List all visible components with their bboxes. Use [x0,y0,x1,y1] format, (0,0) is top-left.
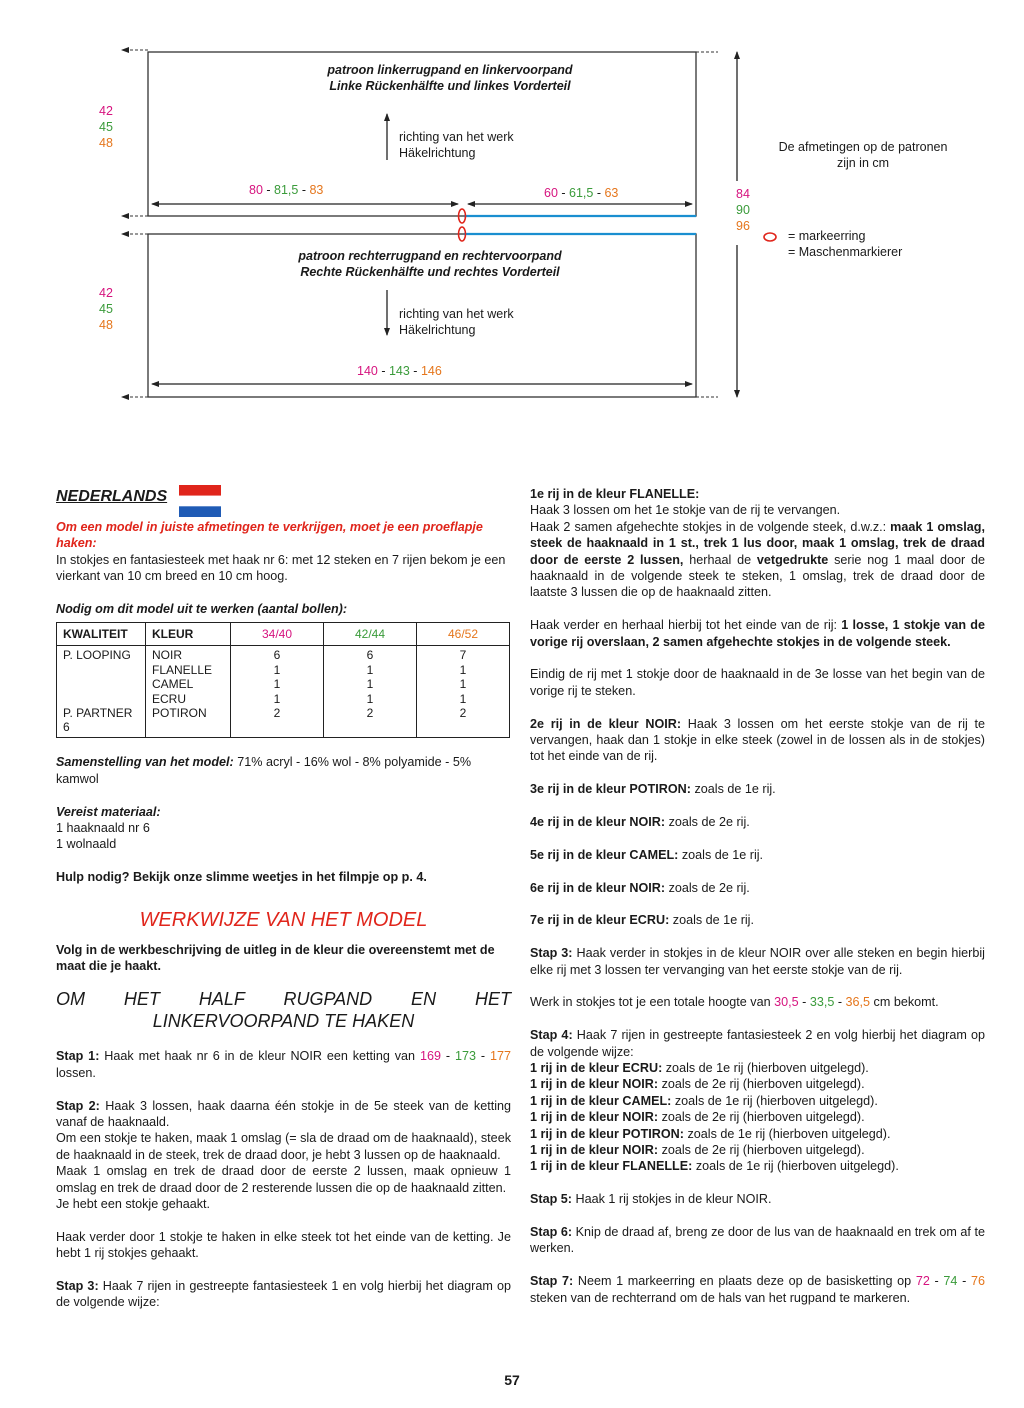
table-header: 42/44 [324,623,417,646]
table-header: 46/52 [417,623,510,646]
step-2-text: Je hebt een stokje gehaakt. [56,1196,211,1211]
step-text: Haak 7 rijen in gestreepte fantasiesteek 1 en volg hierbij het diagram op de volgende wijze: [56,1278,511,1310]
line-text: zoals de 2e rij (hierboven uitgelegd). [658,1077,865,1092]
size-value: 80 [249,183,263,197]
qty-value: 1 [459,662,467,677]
line-text: zoals de 1e rij (hierboven uitgelegd). [662,1061,869,1076]
text-span: Werk in stokjes tot je een totale hoogte van [530,995,775,1010]
size-value: 140 [357,364,378,378]
method-text: Volg in de werkbeschrijving de uitleg in de kleur die overeenstemt met de maat die je haakt. [56,942,495,973]
marker-legend-de: = Maschenmarkierer [788,245,903,259]
separator: - [834,995,846,1010]
quality-cell [57,646,146,738]
size-value: 48 [99,136,113,150]
color-name: POTIRON [152,706,207,721]
help-text: Hulp nodig? Bekijk onze slimme weetjes in het filmpje op p. 4. [56,870,427,885]
size-value: 45 [99,120,113,134]
step-7 [530,1273,985,1306]
step-5 [530,1191,985,1207]
text-span: 1 losse, 1 stokje van de vorige rij overslaan, 2 samen afgehechte stokjes in de volgende steek. [530,618,985,649]
step-label: Stap 4: [530,1028,573,1043]
line-text: zoals de 1e rij (hierboven uitgelegd). [692,1159,899,1174]
step-2-text: Om een stokje te haken, maak 1 omslag (= sla de draad om de haaknaald), steek de haaknaald in de steek, trek de draad door, je hebt 3 lussen op de haaknaald. [56,1131,511,1162]
size-value: 96 [736,219,750,233]
row-label: 7e rij in de kleur ECRU: [530,913,670,928]
qty-value: 1 [273,691,281,706]
row-4 [530,814,985,830]
step-1 [56,1048,511,1081]
width-right-label [544,185,618,201]
separator: - [798,995,810,1010]
step-3-height [530,994,985,1010]
bottom-direction [399,306,514,338]
separator: - [440,1049,455,1064]
dutch-flag-icon [179,485,221,517]
step-4-line [530,1076,985,1092]
note-line: zijn in cm [836,156,890,170]
size-value: 173 [454,1049,476,1064]
line-text: zoals de 1e rij (hierboven uitgelegd). [683,1126,891,1141]
step-text: Haak 1 rij stokjes in de kleur NOIR. [572,1192,772,1207]
size-value: 169 [419,1049,441,1064]
language-heading: NEDERLANDS [56,487,168,505]
step-4 [530,1027,985,1060]
qty-value: 7 [459,648,467,663]
right-column [530,486,985,1306]
step-text: Neem 1 markeerring en plaats deze op de basisketting op [573,1274,916,1289]
left-column [56,484,511,1311]
separator: - [262,183,275,197]
row-text: zoals de 2e rij. [665,880,750,895]
size-value: 48 [99,318,113,332]
size-value: 42 [99,104,113,118]
separator: - [957,1274,971,1289]
direction-de: Häkelrichtung [399,323,476,337]
row-label: 3e rij in de kleur POTIRON: [530,782,691,797]
step-label: Stap 7: [530,1274,574,1289]
qty-value: 1 [366,691,374,706]
size-value: 74 [943,1274,958,1289]
step-4-line [530,1142,985,1158]
direction-nl: richting van het werk [399,130,514,144]
size-value: 90 [736,203,750,217]
size-value: 83 [309,183,324,197]
line-label: 1 rij in de kleur NOIR: [530,1143,659,1158]
row-label: 4e rij in de kleur NOIR: [530,815,666,830]
gauge-title: Om een model in juiste afmetingen te verkrijgen, moet je een proeflapje haken: [56,520,483,551]
bottom-height-sizes [99,285,113,333]
text-span: serie nog 1 maal door de haaknaald in de volgende steek te steken, 1 omslag, trek de draad door de laatste 3 lussen die op de haaknaald zitten. [530,552,985,600]
qty-cell [324,646,417,738]
size-value: 72 [915,1274,930,1289]
legend-marker-ring-icon [764,233,776,241]
row-text: zoals de 2e rij. [665,815,750,830]
row-7 [530,912,985,928]
size-value: 143 [388,364,410,378]
size-value: 45 [99,302,113,316]
row-5 [530,847,985,863]
qty-cell [231,646,324,738]
size-value: 33,5 [809,995,835,1010]
qty-value: 1 [459,691,467,706]
line-label: 1 rij in de kleur CAMEL: [530,1093,672,1108]
row-text: Haak 3 lossen om het eerste stokje van de rij te vervangen, haak dan 1 stokje in elke steek (zowel in de lossen als in de stokjes) tot het einde van de rij. [530,716,985,764]
bottom-title-nl: patroon rechterrugpand en rechtervoorpand [298,249,562,263]
step-label: Stap 3: [530,946,573,961]
top-height-sizes [99,103,113,151]
qty-value: 1 [366,677,374,692]
step-text: Haak verder in stokjes in de kleur NOIR over alle steken en begin hierbij elke rij met 3 lossen ter vervanging van het eerste stokje van de rij. [530,946,985,977]
line-text: zoals de 2e rij (hierboven uitgelegd). [658,1110,865,1125]
row-text: zoals de 1e rij. [669,913,754,928]
size-value: 61,5 [569,186,594,200]
step-4-line [530,1109,985,1125]
row-3 [530,781,985,797]
row-label: 6e rij in de kleur NOIR: [530,880,666,895]
step-text: lossen. [56,1065,96,1080]
line-label: 1 rij in de kleur NOIR: [530,1077,659,1092]
separator: - [409,364,421,378]
row-1-end: Eindig de rij met 1 stokje door de haaknaald in de 3e losse van het begin van de vorige rij te steken. [530,667,985,698]
step-4-line [530,1126,985,1142]
line-text: zoals de 1e rij (hierboven uitgelegd). [671,1093,878,1108]
section-title: OM HET HALF RUGPAND EN HET LINKERVOORPAND TE HAKEN [56,989,511,1032]
qty-value: 2 [273,706,281,721]
quality-name: P. PARTNER 6 [63,705,133,735]
row-6 [530,880,985,896]
top-direction [399,129,514,161]
step-2-text: Haak verder door 1 stokje te haken in elke steek tot het einde van de ketting. Je hebt 1 rij stokjes gehaakt. [56,1229,511,1261]
direction-nl: richting van het werk [399,307,514,321]
step-2 [56,1098,511,1131]
line-label: 1 rij in de kleur ECRU: [530,1061,663,1076]
composition-label: Samenstelling van het model: [56,755,234,770]
separator: - [475,1049,490,1064]
qty-value: 2 [366,706,374,721]
text-span: herhaal de [683,552,757,567]
materials-needed-title: Nodig om dit model uit te werken (aantal bollen): [56,602,348,617]
table-row [57,646,510,738]
top-title-nl: patroon linkerrugpand en linkervoorpand [327,63,573,77]
width-bottom-label [357,363,442,379]
line-label: 1 rij in de kleur FLANELLE: [530,1159,693,1174]
step-3-right [530,945,985,978]
text-span: Haak verder en herhaal hierbij tot het einde van de rij: [530,618,842,633]
material-item: 1 wolnaald [56,837,117,852]
step-2-text: Maak 1 omslag en trek de draad door de eerste 2 lussen, maak opnieuw 1 omslag en trek de draad door de 2 resterende lussen die op de haaknaald zitten. [56,1164,511,1195]
line-label: 1 rij in de kleur POTIRON: [530,1126,684,1141]
bottom-title-de: Rechte Rückenhälfte und rechtes Vorderteil [300,265,560,279]
dimension-note [763,139,963,171]
step-text: Haak 7 rijen in gestreepte fantasiesteek 2 en volg hierbij het diagram op de volgende wijze: [530,1028,985,1059]
size-value: 36,5 [845,995,871,1010]
separator: - [929,1274,944,1289]
composition-text: 71% acryl - 16% wol - 8% polyamide - 5% kamwol [56,755,472,786]
step-3 [56,1278,511,1311]
size-value: 60 [544,186,558,200]
size-value: 177 [489,1049,511,1064]
size-value: 42 [99,286,113,300]
separator: - [298,183,310,197]
separator: - [557,186,570,200]
qty-value: 1 [273,677,281,692]
size-value: 76 [970,1274,985,1289]
table-header: KWALITEIT [57,623,146,646]
page-number: 57 [504,1372,520,1388]
note-line: De afmetingen op de patronen [778,140,948,154]
step-label: Stap 6: [530,1225,573,1240]
step-4-line [530,1093,985,1109]
size-value: 84 [736,187,750,201]
total-height-sizes [736,186,750,234]
row-1-repeat [530,617,985,650]
row-1-text: Haak 3 lossen om het 1e stokje van de rij te vervangen. [530,503,841,518]
row-1-title: 1e rij in de kleur FLANELLE: [530,487,700,501]
step-text: Knip de draad af, breng ze door de lus van de haaknaald en trek om af te werken. [530,1225,985,1256]
text-span: Haak 2 samen afgehechte stokjes in de volgende steek, d.w.z.: [530,519,891,534]
line-text: zoals de 2e rij (hierboven uitgelegd). [658,1143,865,1158]
size-value: 63 [604,186,619,200]
qty-cell [417,646,510,738]
qty-value: 1 [459,677,467,692]
qty-value: 1 [366,662,374,677]
line-label: 1 rij in de kleur NOIR: [530,1110,659,1125]
step-text: steken van de rechterrand om de hals van het rugpand te markeren. [530,1290,911,1305]
table-header: 34/40 [231,623,324,646]
row-text: zoals de 1e rij. [678,847,764,862]
table-header-row [57,623,510,646]
qty-value: 2 [459,706,467,721]
size-value: 30,5 [774,995,799,1010]
quality-name: P. LOOPING [63,648,131,663]
separator: - [593,186,605,200]
top-title-de: Linke Rückenhälfte und linkes Vorderteil [329,79,571,93]
step-label: Stap 3: [56,1278,99,1293]
material-item: 1 haaknaald nr 6 [56,820,150,835]
yarn-table [56,622,510,738]
material-title: Vereist materiaal: [56,804,161,819]
table-header: KLEUR [146,623,231,646]
step-label: Stap 1: [56,1049,100,1064]
marker-legend [788,228,902,260]
size-value: 146 [420,364,442,378]
separator: - [377,364,389,378]
step-6 [530,1224,985,1257]
text-span: maak 1 omslag, steek de haaknaald in 1 st., trek 1 lus door, maak 1 omslag, trek de draad door de eerste 2 lussen, [530,519,985,567]
width-left-label [249,182,323,198]
marker-legend-nl: = markeerring [788,229,866,243]
text-span: vetgedrukte [756,552,829,567]
color-name: ECRU [152,691,187,706]
qty-value: 1 [273,662,281,677]
step-label: Stap 2: [56,1098,100,1113]
qty-value: 6 [273,648,281,663]
step-label: Stap 5: [530,1192,572,1207]
composition [56,754,511,787]
method-title: WERKWIJZE VAN HET MODEL [139,908,428,931]
qty-value: 6 [366,648,374,663]
color-name: FLANELLE [152,662,213,677]
row-label: 5e rij in de kleur CAMEL: [530,847,679,862]
gauge-text: In stokjes en fantasiesteek met haak nr 6: met 12 steken en 7 rijen bekom je een vierkant van 10 cm breed en 10 cm hoog. [56,552,506,584]
step-4-line [530,1060,985,1076]
direction-de: Häkelrichtung [399,146,476,160]
text-span: cm bekomt. [870,995,939,1010]
top-pattern-title [240,62,660,94]
row-2 [530,716,985,765]
color-cell [146,646,231,738]
step-4-line [530,1158,985,1174]
color-name: NOIR [152,648,182,663]
size-value: 81,5 [274,183,299,197]
step-text: Haak 3 lossen, haak daarna één stokje in de 5e steek van de ketting vanaf de haaknaald. [56,1098,511,1129]
row-label: 2e rij in de kleur NOIR: [530,716,682,731]
row-1-text [530,519,985,601]
step-text: Haak met haak nr 6 in de kleur NOIR een ketting van [99,1049,420,1064]
bottom-pattern-title [220,248,640,280]
color-name: CAMEL [152,677,194,692]
row-text: zoals de 1e rij. [690,782,776,797]
